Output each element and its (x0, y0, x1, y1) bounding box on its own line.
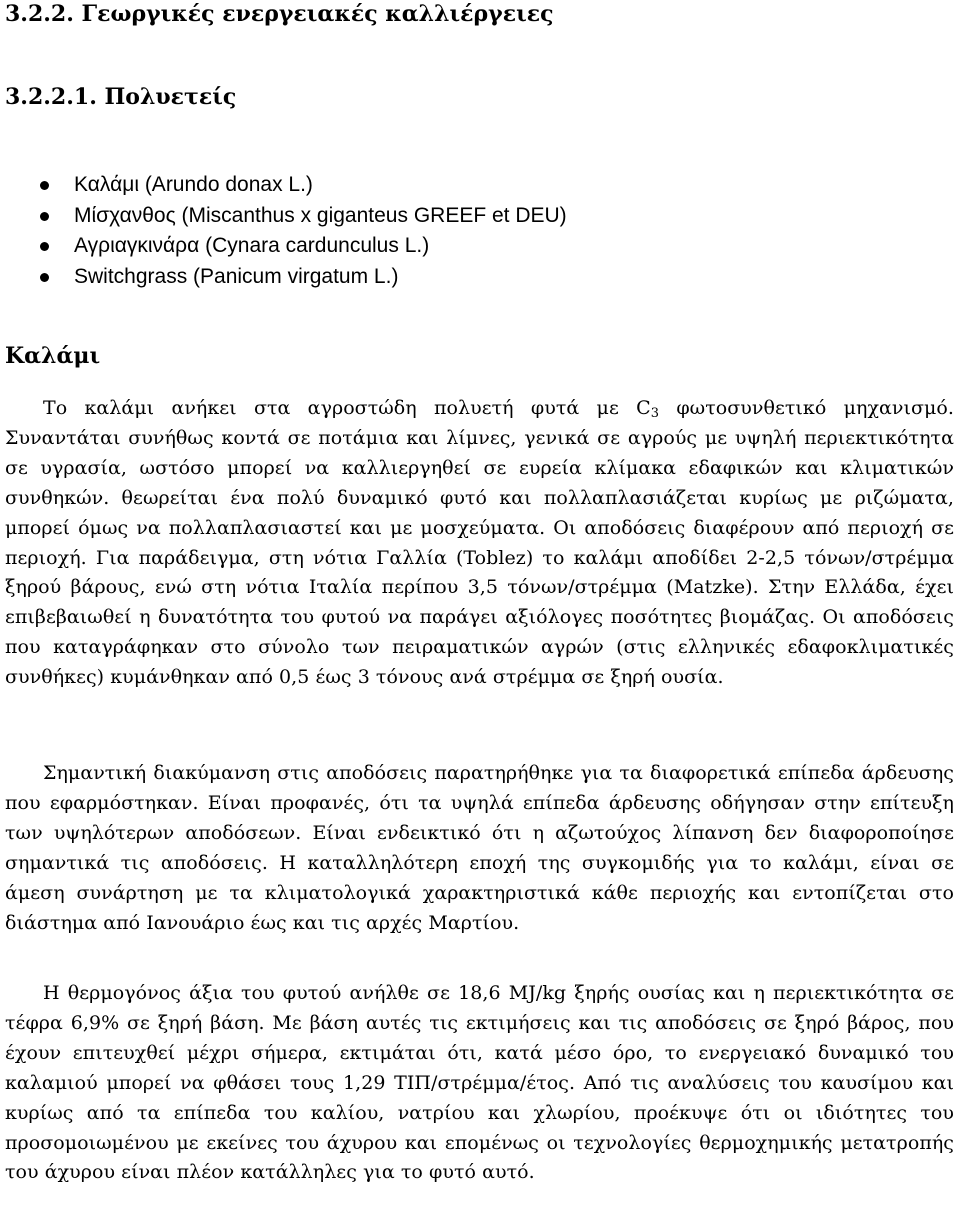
bullet-icon (40, 273, 49, 282)
list-item-text: Αγριαγκινάρα (Cynara cardunculus L.) (74, 234, 430, 257)
bullet-icon (40, 212, 49, 221)
crop-list (40, 170, 567, 292)
list-item (40, 170, 567, 201)
list-item (40, 201, 567, 232)
topic-heading: Καλάμι (5, 343, 101, 369)
paragraph-irrigation: Σημαντική διακύμανση στις αποδόσεις παρατηρήθηκε για τα διαφορετικά επίπεδα άρδευσης που εφαρμόστηκαν. Είναι προφανές, ότι τα υψηλά επίπεδα άρδευσης οδήγησαν στην επίτευξη των υψηλότερων αποδόσεων. Είναι ενδεικτικό ότι η αζωτούχος λίπανση δεν διαφοροποίησε σημαντικά τις αποδόσεις. Η καταλληλότερη εποχή της συγκομιδής για το καλάμι, είναι σε άμεση συνάρτηση με τα κλιματολογικά χαρακτηριστικά κάθε περιοχής και εντοπίζεται στο διάστημα από Ιανουάριο έως και τις αρχές Μαρτίου. (5, 762, 954, 934)
subscript: 3 (650, 406, 660, 421)
list-item-text: Καλάμι (Arundo donax L.) (74, 173, 313, 196)
list-item (40, 262, 567, 293)
bullet-icon (40, 242, 49, 251)
list-item-text: Switchgrass (Panicum virgatum L.) (74, 264, 399, 288)
paragraph-intro (5, 394, 954, 693)
list-item (40, 231, 567, 262)
subsection-heading: 3.2.2.1. Πολυετείς (5, 84, 237, 110)
list-item-text: Μίσχανθος (Miscanthus x giganteus GREEF et DEU) (74, 203, 567, 227)
paragraph-text: Το καλάμι ανήκει στα αγροστώδη πολυετή φυτά με C (43, 397, 651, 419)
section-heading: 3.2.2. Γεωργικές ενεργειακές καλλιέργειες (5, 1, 554, 27)
bullet-icon (40, 181, 49, 190)
paragraph-text: φωτοσυνθετικό μηχανισμό. Συναντάται συνήθως κοντά σε ποτάμια και λίμνες, γενικά σε αγρούς με υψηλή περιεκτικότητα σε υγρασία, ωστόσο μπορεί να καλλιεργηθεί σε ευρεία κλίμακα εδαφικών και κλιματικών συνθηκών. θεωρείται ένα πολύ δυναμικό φυτό και πολλαπλασιάζεται κυρίως με ριζώματα, μπορεί όμως να πολλαπλασιαστεί και με μοσχεύματα. Οι αποδόσεις διαφέρουν από περιοχή σε περιοχή. Για παράδειγμα, στη νότια Γαλλία (Toblez) το καλάμι αποδίδει 2-2,5 τόνων/στρέμμα ξηρού βάρους, ενώ στη νότια Ιταλία περίπου 3,5 τόνων/στρέμμα (Matzke). Στην Ελλάδα, έχει επιβεβαιωθεί η δυνατότητα του φυτού να παράγει αξιόλογες ποσότητες βιομάζας. Οι αποδόσεις που καταγράφηκαν στο σύνολο των πειραματικών αγρών (στις ελληνικές εδαφοκλιματικές συνθήκες) κυμάνθηκαν από 0,5 έως 3 τόνους ανά στρέμμα σε ξηρή ουσία. (5, 397, 954, 689)
paragraph-energy: Η θερμογόνος άξια του φυτού ανήλθε σε 18,6 MJ/kg ξηρής ουσίας και η περιεκτικότητα σε τέφρα 6,9% σε ξηρή βάση. Με βάση αυτές τις εκτιμήσεις και τις αποδόσεις σε ξηρό βάρος, που έχουν επιτευχθεί μέχρι σήμερα, εκτιμάται ότι, κατά μέσο όρο, το ενεργειακό δυναμικό του καλαμιού μπορεί να φθάσει τους 1,29 ΤΙΠ/στρέμμα/έτος. Από τις αναλύσεις του καυσίμου και κυρίως από τα επίπεδα του καλίου, νατρίου και χλωρίου, προέκυψε ότι οι ιδιότητες του προσομοιωμένου με εκείνες του άχυρου και επομένως οι τεχνολογίες θερμοχημικής μετατροπής του άχυρου είναι πλέον κατάλληλες για το φυτό αυτό. (5, 982, 954, 1184)
